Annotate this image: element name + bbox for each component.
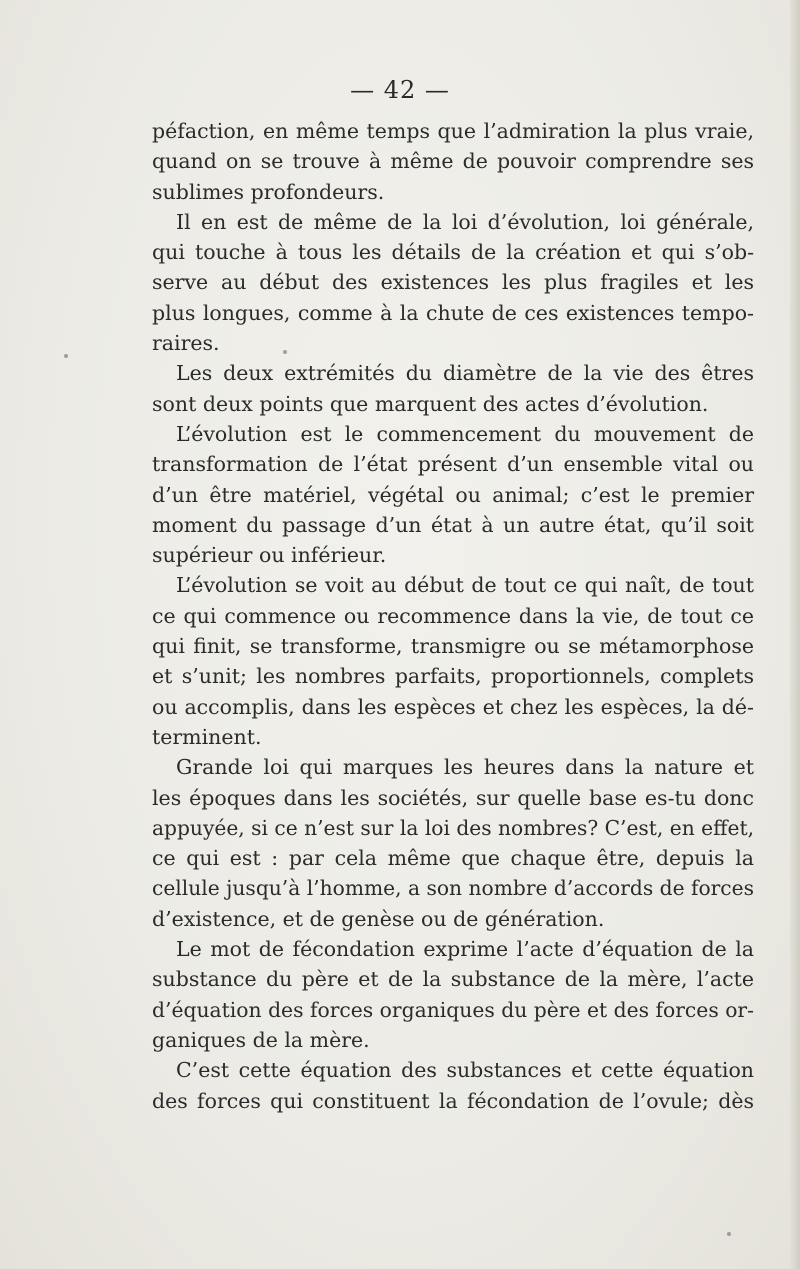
page-number: — 42 —: [350, 76, 450, 104]
text-line-11: L’évolution est le commencement du mouvement de: [176, 421, 754, 446]
text-line-25: ce qui est : par cela même que chaque être, depuis la: [152, 846, 754, 871]
text-line-8: raires.: [152, 331, 220, 356]
text-line-3: sublimes profondeurs.: [152, 179, 385, 204]
text-line-32: C’est cette équation des substances et cette équation: [176, 1058, 754, 1083]
text-line-23: les époques dans les sociétés, sur quelle base es-tu donc: [152, 785, 754, 810]
text-line-10: sont deux points que marquent des actes d’évolution.: [152, 391, 709, 416]
text-line-28: Le mot de fécondation exprime l’acte d’équation de la: [176, 937, 754, 962]
text-line-14: moment du passage d’un état à un autre état, qu’il soit: [152, 512, 754, 537]
text-line-27: d’existence, et de genèse ou de génération.: [152, 906, 605, 931]
text-line-17: ce qui commence ou recommence dans la vie, de tout ce: [152, 603, 754, 628]
text-line-19: et s’unit; les nombres parfaits, proportionnels, complets: [152, 664, 754, 689]
text-line-15: supérieur ou inférieur.: [152, 543, 387, 568]
text-line-18: qui finit, se transforme, transmigre ou se métamorphose: [152, 634, 754, 659]
paper-speck: [283, 350, 287, 354]
body-text: [152, 116, 754, 1116]
page-edge-shadow: [790, 0, 800, 1269]
text-line-33: des forces qui constituent la fécondation de l’ovule; dès: [152, 1088, 754, 1113]
text-line-13: d’un être matériel, végétal ou animal; c’est le premier: [152, 482, 754, 507]
text-line-30: d’équation des forces organiques du père et des forces or-: [152, 997, 754, 1022]
text-line-5: qui touche à tous les détails de la création et qui s’ob-: [152, 240, 754, 265]
text-line-31: ganiques de la mère.: [152, 1027, 370, 1052]
text-line-2: quand on se trouve à même de pouvoir comprendre ses: [152, 149, 754, 174]
text-line-9: Les deux extrémités du diamètre de la vie des êtres: [176, 361, 754, 386]
paper-speck: [64, 354, 68, 358]
text-line-26: cellule jusqu’à l’homme, a son nombre d’accords de forces: [152, 876, 754, 901]
paper-speck: [727, 1232, 731, 1236]
text-line-1: péfaction, en même temps que l’admiration la plus vraie,: [152, 119, 754, 143]
text-line-6: serve au début des existences les plus fragiles et les: [152, 270, 754, 295]
text-line-12: transformation de l’état présent d’un ensemble vital ou: [152, 452, 754, 477]
text-line-22: Grande loi qui marques les heures dans la nature et: [176, 755, 754, 780]
text-line-16: L’évolution se voit au début de tout ce qui naît, de tout: [176, 573, 754, 598]
text-line-4: Il en est de même de la loi d’évolution, loi générale,: [176, 209, 754, 234]
text-line-7: plus longues, comme à la chute de ces existences tempo-: [152, 300, 754, 325]
text-line-20: ou accomplis, dans les espèces et chez les espèces, la dé-: [152, 694, 754, 719]
text-line-21: terminent.: [152, 724, 262, 749]
text-line-24: appuyée, si ce n’est sur la loi des nombres? C’est, en effet,: [152, 815, 754, 840]
text-line-29: substance du père et de la substance de la mère, l’acte: [152, 967, 754, 992]
